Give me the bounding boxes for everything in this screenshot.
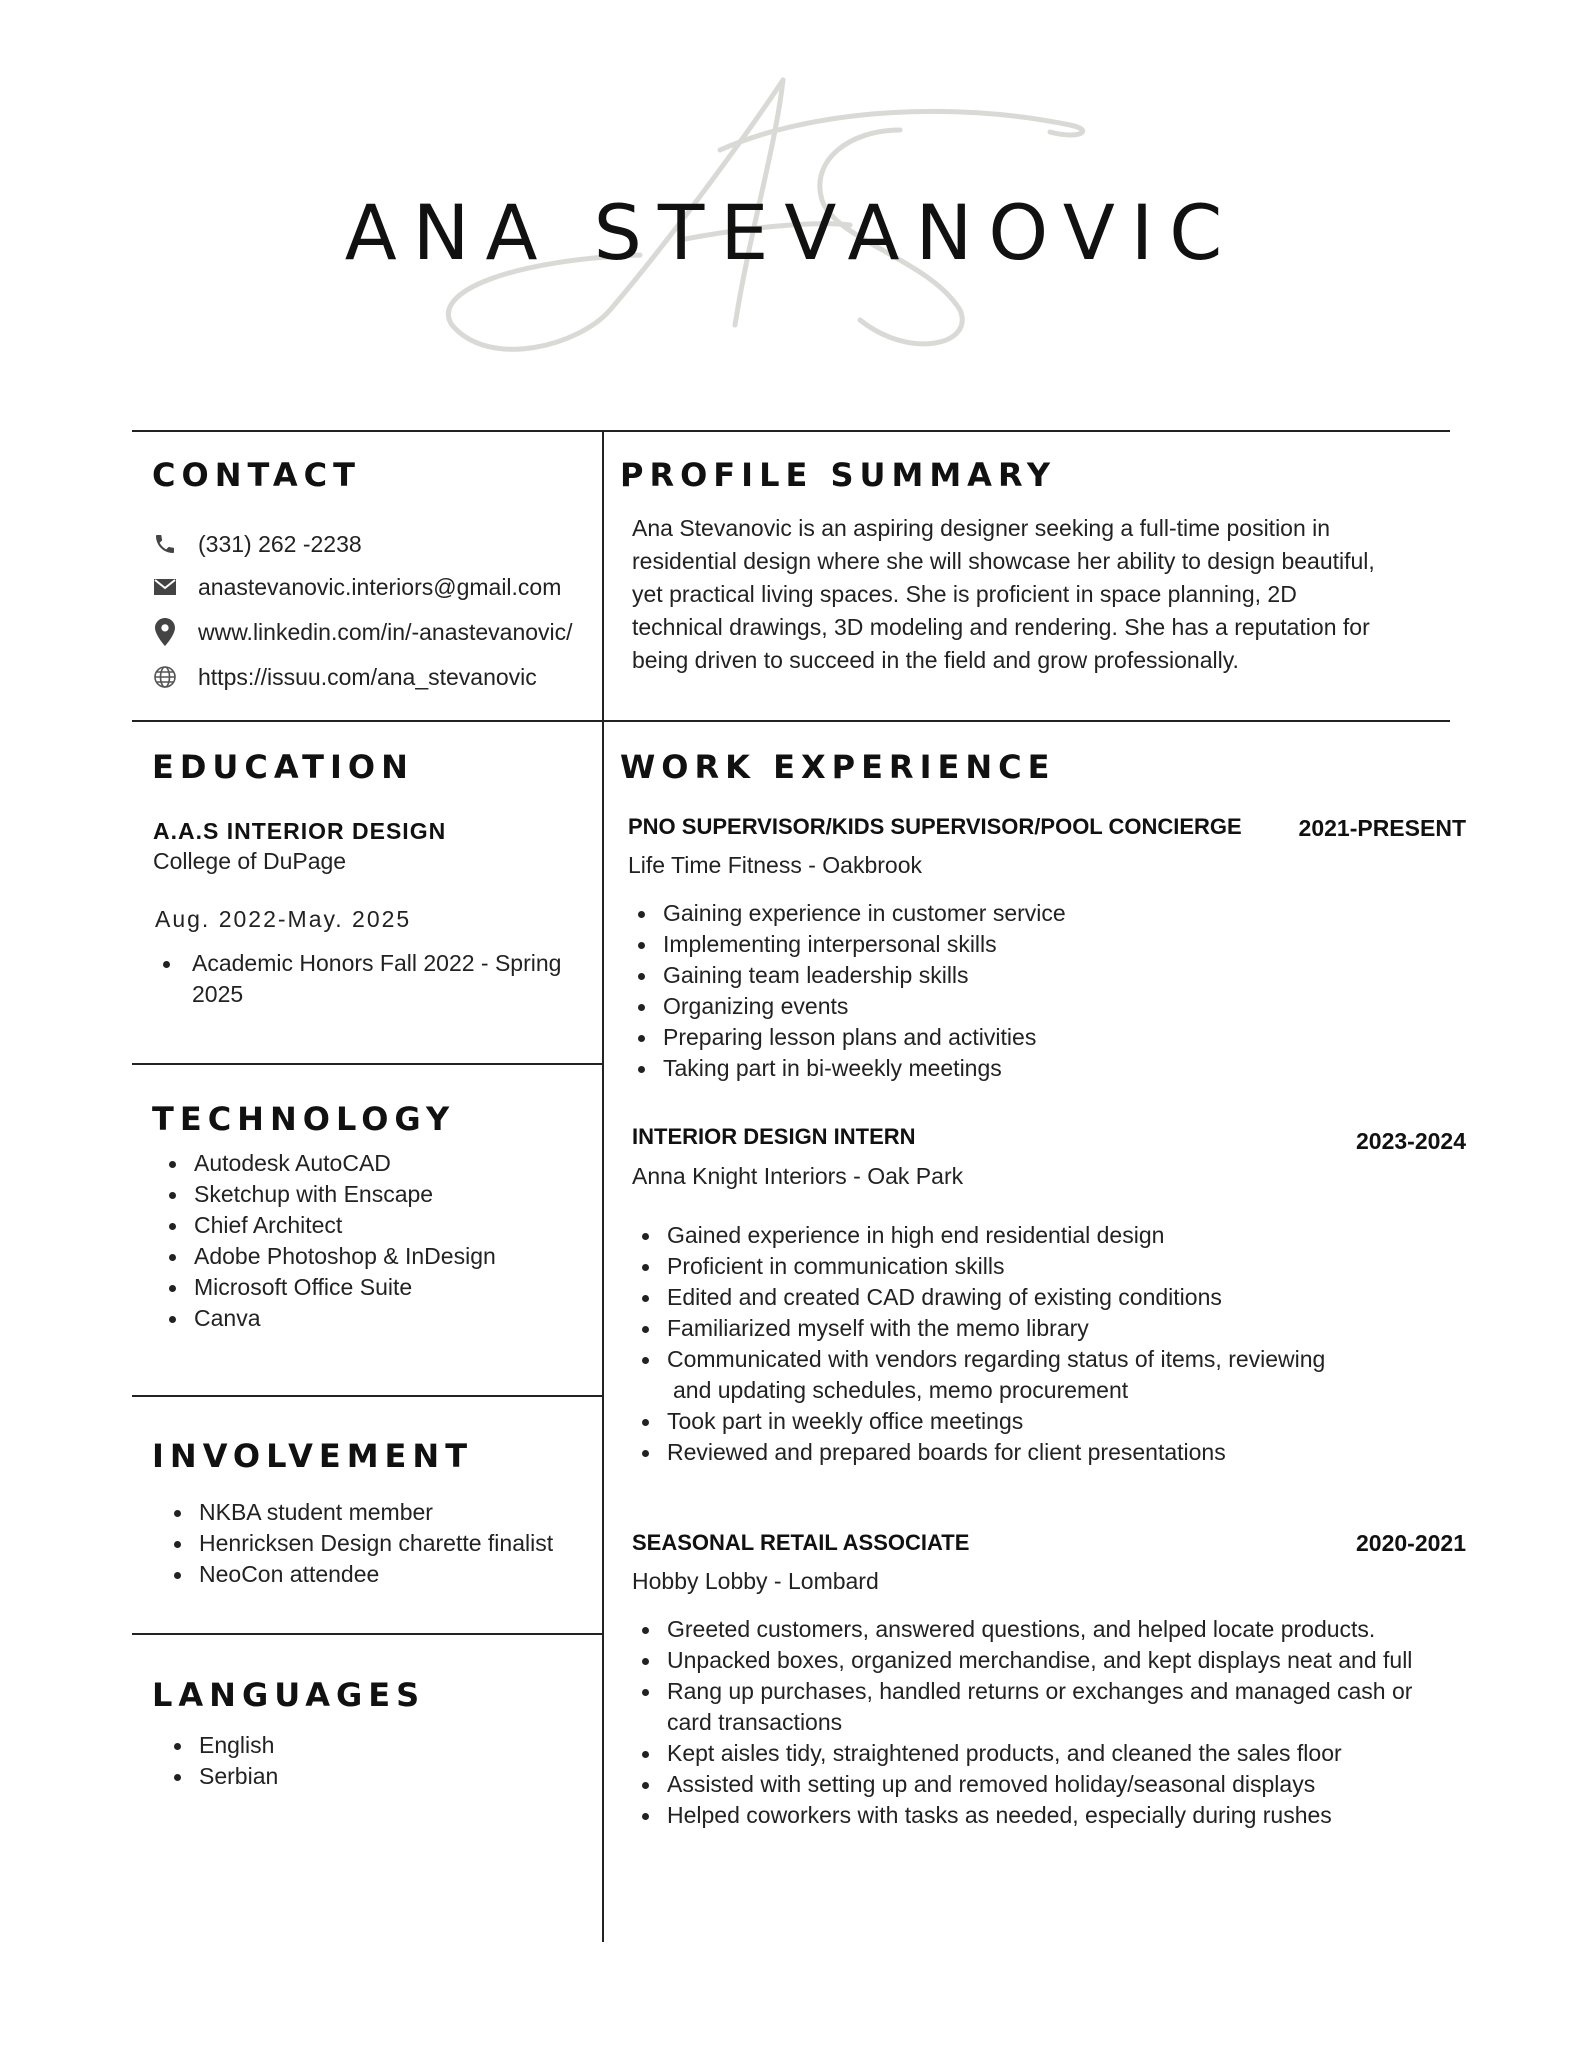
job-company: Hobby Lobby - Lombard: [632, 1568, 879, 1594]
list-item: NeoCon attendee: [165, 1559, 553, 1590]
list-item: Communicated with vendors regarding status of items, reviewing: [633, 1344, 1325, 1375]
job-years: 2020-2021: [1356, 1530, 1466, 1556]
list-item: English: [165, 1730, 278, 1761]
list-item: NKBA student member: [165, 1497, 553, 1528]
list-item: Academic Honors Fall 2022 - Spring: [154, 948, 561, 979]
education-list: [154, 948, 561, 1010]
job-years: 2023-2024: [1356, 1128, 1466, 1154]
technology-heading: TECHNOLOGY: [152, 1100, 456, 1138]
list-item-continuation: card transactions: [667, 1709, 843, 1735]
list-item: Serbian: [165, 1761, 278, 1792]
job-bullets: [633, 1220, 1325, 1468]
profile-heading: PROFILE SUMMARY: [620, 456, 1056, 494]
location-pin-icon: [152, 619, 178, 645]
divider-after-involvement: [132, 1633, 602, 1635]
list-item: Helped coworkers with tasks as needed, especially during rushes: [633, 1800, 1412, 1831]
languages-list: [165, 1730, 278, 1792]
list-item: Proficient in communication skills: [633, 1251, 1325, 1282]
list-item: Assisted with setting up and removed holiday/seasonal displays: [633, 1769, 1412, 1800]
list-item: Gaining team leadership skills: [629, 960, 1066, 991]
involvement-list: [165, 1497, 553, 1590]
list-item: Preparing lesson plans and activities: [629, 1022, 1066, 1053]
education-heading: EDUCATION: [152, 748, 414, 786]
contact-email-text: anastevanovic.interiors@gmail.com: [198, 573, 562, 600]
list-item: Canva: [160, 1303, 496, 1334]
education-dates: Aug. 2022-May. 2025: [155, 906, 412, 932]
list-item: Took part in weekly office meetings: [633, 1406, 1325, 1437]
list-item-continuation: and updating schedules, memo procurement: [673, 1377, 1129, 1403]
job-company: Life Time Fitness - Oakbrook: [628, 852, 922, 878]
involvement-heading: INVOLVEMENT: [152, 1437, 474, 1475]
technology-list: [160, 1148, 496, 1334]
list-item: Henricksen Design charette finalist: [165, 1528, 553, 1559]
phone-icon: [152, 531, 178, 557]
divider-vertical: [602, 430, 604, 1942]
contact-linkedin-text: www.linkedin.com/in/-anastevanovic/: [198, 618, 573, 645]
contact-issuu-text: https://issuu.com/ana_stevanovic: [198, 663, 537, 690]
job-company: Anna Knight Interiors - Oak Park: [632, 1163, 964, 1189]
list-item: Adobe Photoshop & InDesign: [160, 1241, 496, 1272]
envelope-icon: [152, 574, 178, 600]
job-title: SEASONAL RETAIL ASSOCIATE: [632, 1530, 970, 1555]
education-degree: A.A.S INTERIOR DESIGN: [153, 818, 447, 844]
divider-after-contact: [132, 720, 1450, 722]
list-item: Organizing events: [629, 991, 1066, 1022]
globe-icon: [152, 664, 178, 690]
list-item: Edited and created CAD drawing of existing conditions: [633, 1282, 1325, 1313]
list-item: Familiarized myself with the memo library: [633, 1313, 1325, 1344]
work-heading: WORK EXPERIENCE: [620, 748, 1056, 786]
list-item: Gaining experience in customer service: [629, 898, 1066, 929]
list-item: Autodesk AutoCAD: [160, 1148, 496, 1179]
job-years: 2021-PRESENT: [1298, 815, 1466, 841]
list-item: Gained experience in high end residential design: [633, 1220, 1325, 1251]
list-item: Microsoft Office Suite: [160, 1272, 496, 1303]
contact-heading: CONTACT: [152, 456, 361, 494]
list-item: Taking part in bi-weekly meetings: [629, 1053, 1066, 1084]
contact-email[interactable]: [152, 569, 561, 605]
job-bullets: [633, 1614, 1412, 1831]
contact-linkedin[interactable]: [152, 614, 573, 650]
list-item: Chief Architect: [160, 1210, 496, 1241]
list-item: Implementing interpersonal skills: [629, 929, 1066, 960]
contact-issuu[interactable]: [152, 659, 537, 695]
candidate-name: ANA STEVANOVIC: [344, 188, 1239, 277]
list-item: Reviewed and prepared boards for client presentations: [633, 1437, 1325, 1468]
divider-after-technology: [132, 1395, 602, 1397]
languages-heading: LANGUAGES: [152, 1676, 426, 1714]
list-item: Greeted customers, answered questions, and helped locate products.: [633, 1614, 1412, 1645]
list-item: Rang up purchases, handled returns or exchanges and managed cash or: [633, 1676, 1412, 1707]
list-item: Sketchup with Enscape: [160, 1179, 496, 1210]
job-bullets: [629, 898, 1066, 1084]
job-title: PNO SUPERVISOR/KIDS SUPERVISOR/POOL CONCIERGE: [628, 814, 1242, 839]
profile-text: Ana Stevanovic is an aspiring designer seeking a full-time position in residential design where she will showcase her ability to design beautiful, yet practical living spaces. She is proficient in space planning, 2D technical drawings, 3D modeling and rendering. She has a reputation for being driven to succeed in the field and grow professionally.: [632, 515, 1375, 673]
contact-phone-text: (331) 262 -2238: [198, 530, 362, 557]
list-item: Unpacked boxes, organized merchandise, and kept displays neat and full: [633, 1645, 1412, 1676]
divider-after-education: [132, 1063, 602, 1065]
list-item-continuation: 2025: [192, 981, 244, 1007]
divider-top: [132, 430, 1450, 432]
education-school: College of DuPage: [153, 848, 347, 874]
contact-phone[interactable]: [152, 526, 362, 562]
job-title: INTERIOR DESIGN INTERN: [632, 1124, 916, 1149]
list-item: Kept aisles tidy, straightened products, and cleaned the sales floor: [633, 1738, 1412, 1769]
